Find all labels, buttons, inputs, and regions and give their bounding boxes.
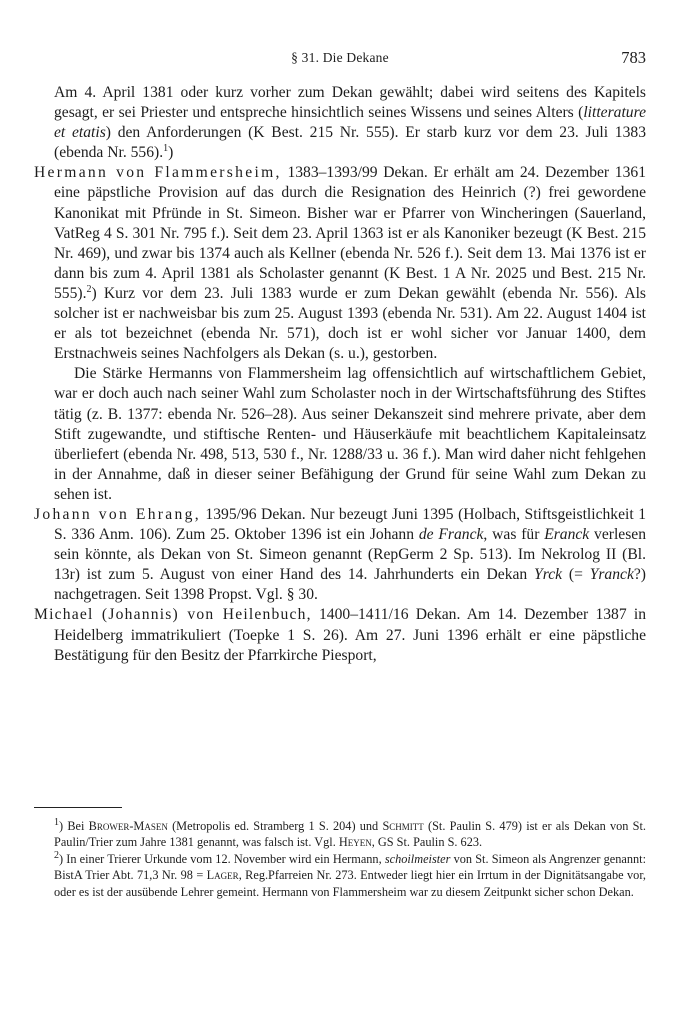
footnote-ref-2: 2 — [86, 283, 92, 295]
paragraph-continuation: Am 4. April 1381 oder kurz vorher zum Dekan gewählt; dabei wird seitens des Kapitels gesagt, er sei Priester und entspreche hinsichtlich seines Wissens und seines Alters (litterature et etatis) den Anforderungen (K Best. 215 Nr. 555). Er starb kurz vor dem 23. Juli 1383 (ebenda Nr. 556).$^1$) — [54, 84, 646, 162]
entry-name: Michael (Johannis) von Heilenbuch, — [34, 606, 312, 624]
footnote-1: $^1$) Bei Brower-Masen (Metropolis ed. Stramberg 1 S. 204) und Schmitt (St. Paulin S. 479) ist er als Dekan von St. Paulin/Trier zum Jahre 1381 genannt, was falsch ist. Vgl. Heyen, GS St. Paulin S. 623. — [54, 816, 647, 850]
paragraph-staerke: Die Stärke Hermanns von Flammersheim lag offensichtlich auf wirtschaftlichem Gebiet, war er doch auch nach seiner Wahl zum Scholaster noch in der Wirtschaftsführung des Stiftes tätig (z. B. 1377: ebenda Nr. 526–28). Aus seiner Dekanszeit sind mehrere private, aber dem Stift zugewandte, und stiftische Renten- und Häuserkäufe mit beachtlichem Kapitaleinsatz überliefert (ebenda Nr. 498, 513, 530 f., Nr. 1288/33 u. 36 f.). Man wird daher nicht fehlgehen in der Annahme, daß in dieser seiner Befähigung der Grund für seine Wahl zum Dekan zu sehen ist. — [54, 365, 646, 503]
page-header — [34, 48, 646, 70]
entry-name: Johann von Ehrang, — [34, 505, 201, 523]
footnotes — [34, 818, 646, 900]
main-text — [34, 83, 646, 666]
running-head: § 31. Die Dekane — [291, 50, 389, 65]
footnote-ref-1: 1 — [163, 143, 169, 155]
footnote-2: $^2$) In einer Trierer Urkunde vom 12. November wird ein Hermann, schoilmeister von St. Simeon als Angrenzer genannt: BistA Trier Abt. 71,3 Nr. 98 = Lager, Reg.Pfarreien Nr. 273. Entweder liegt hier ein Irrtum in der Dignitätsangabe vor, oder es ist der ausübende Lehrer gemeint. Hermann von Flammersheim war zu diesem Zeitpunkt sicher schon Dekan. — [54, 849, 646, 899]
entry-michael: Michael (Johannis) von Heilenbuch, 1400–1411/16 Dekan. Am 14. Dezember 1387 in Heidelberg immatrikuliert (Toepke 1 S. 26). Am 27. Juni 1396 erhält er eine päpstliche Bestätigung für den Besitz der Pfarrkirche Piesport, — [34, 606, 647, 664]
latin-phrase: litterature et etatis — [54, 104, 646, 142]
entry-name: Hermann von Flammersheim, — [34, 164, 282, 182]
entry-johann: Johann von Ehrang, 1395/96 Dekan. Nur bezeugt Juni 1395 (Holbach, Stiftsgeistlichkeit 1 S. 336 Anm. 106). Zum 25. Oktober 1396 ist ein Johann de Franck, was für Eranck verlesen sein könnte, als Dekan von St. Simeon genannt (RepGerm 2 Sp. 513). Im Nekrolog II (Bl. 13r) ist zum 5. August von einer Hand des 14. Jahrhunderts ein Dekan Yrck (= Yranck?) nachgetragen. Seit 1398 Propst. Vgl. § 30. — [34, 505, 647, 604]
footnote-rule — [34, 807, 122, 808]
page-number: 783 — [621, 48, 646, 67]
entry-hermann: Hermann von Flammersheim, 1383–1393/99 Dekan. Er erhält am 24. Dezember 1361 eine päpstliche Provision auf das durch die Resignation des Heinrich (?) frei gewordene Kanonikat mit Pfründe in St. Simeon. Bisher war er Pfarrer von Wincheringen (Sauerland, VatReg 4 S. 301 Nr. 795 f.). Seit dem 23. April 1363 ist er als Kanoniker bezeugt (K Best. 215 Nr. 469), und zwar bis 1374 auch als Kellner (ebenda Nr. 526 f.). Seit dem 13. Mai 1376 ist er dann bis zum 4. April 1381 als Scholaster genannt (K Best. 1 A Nr. 2025 und Best. 215 Nr. 555).$^2$) Kurz vor dem 23. Juli 1383 wurde er zum Dekan gewählt (ebenda Nr. 556). Als solcher ist er nachweisbar bis zum 25. August 1393 (ebenda Nr. 531). Am 22. August 1404 ist er als tot bezeichnet (ebenda Nr. 571), doch ist er wohl sicher vor Januar 1400, dem Erstnachweis seines Nachfolgers als Dekan (s. u.), gestorben. — [34, 164, 646, 363]
